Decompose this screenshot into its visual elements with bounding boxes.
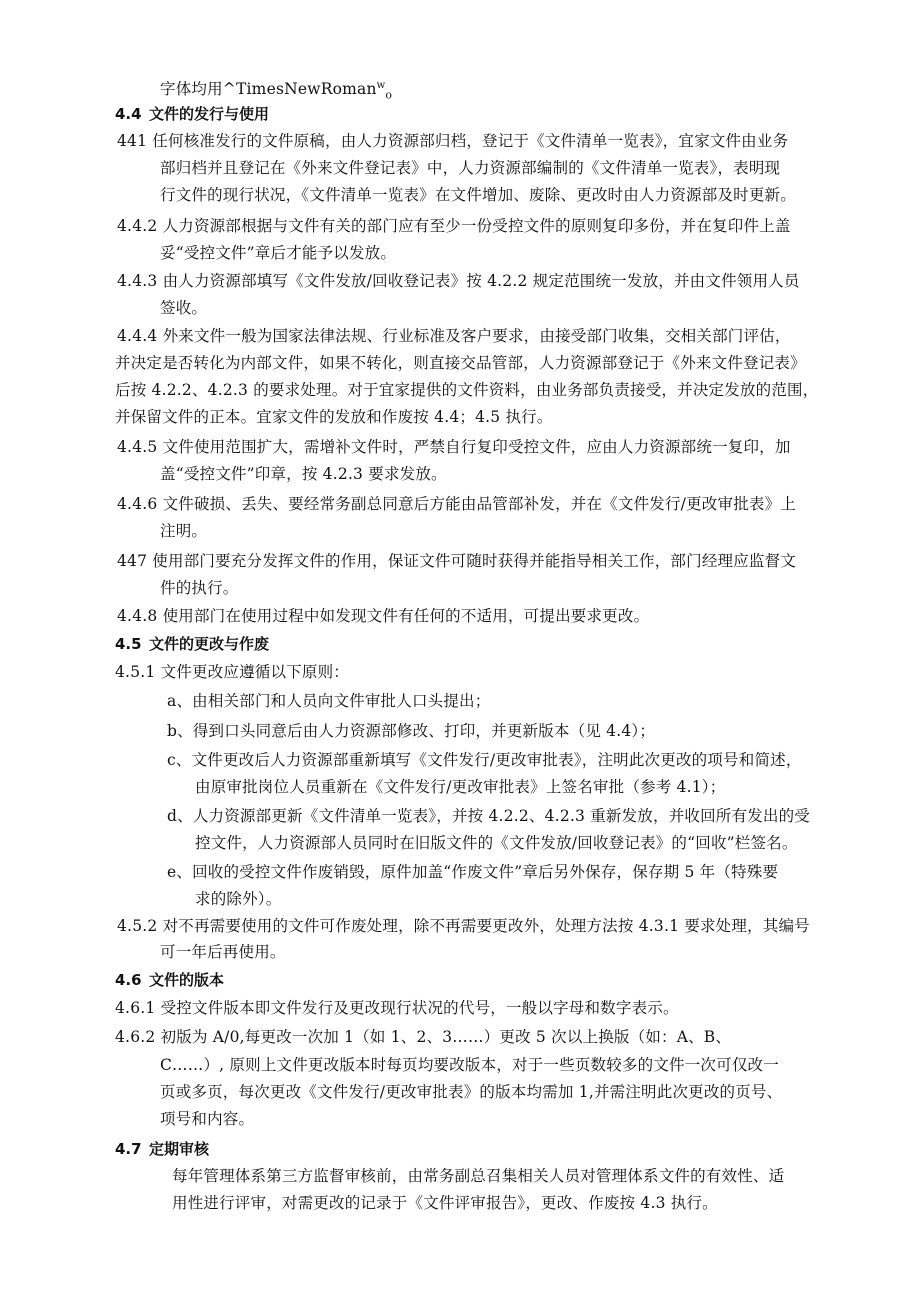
list-item: c、文件更改后人力资源部重新填写《文件发行/更改审批表》，注明此次更改的项号和简述， xyxy=(167,751,802,769)
paragraph-line: 并决定是否转化为内部文件，如果不转化，则直接交品管部，人力资源部登记于《外来文件登记表》 xyxy=(115,354,806,372)
section-heading-4-4 xyxy=(115,104,269,124)
paragraph-line: 4.5.2 对不再需要使用的文件可作废处理，除不再需要更改外，处理方法按 4.3.1 要求处理，其编号 xyxy=(117,917,810,935)
list-item: e、回收的受控文件作废销毁，原件加盖“作废文件”章后另外保存，保存期 5 年（特殊要 xyxy=(167,863,779,881)
list-item-continuation: 求的除外）。 xyxy=(195,890,282,908)
heading-number: 4.6 xyxy=(115,971,142,989)
paragraph-line: 4.4.3 由人力资源部填写《文件发放/回收登记表》按 4.2.2 规定范围统一发放，并由文件领用人员 xyxy=(117,272,800,290)
section-heading-4-7 xyxy=(115,1139,209,1159)
paragraph-line: 项号和内容。 xyxy=(160,1110,255,1128)
paragraph-line: 441 任何核准发行的文件原稿，由人力资源部归档，登记于《文件清单一览表》，宜家文件由业务 xyxy=(117,132,789,150)
paragraph-line: 4.6.1 受控文件版本即文件发行及更改现行状况的代号，一般以字母和数字表示。 xyxy=(115,999,679,1017)
paragraph-line: 页或多页，每次更改《文件发行/更改审批表》的版本均需加 1,并需注明此次更改的页号、 xyxy=(160,1083,783,1101)
heading-title: 文件的发行与使用 xyxy=(149,105,270,123)
paragraph-line: 妥“受控文件”章后才能予以发放。 xyxy=(160,244,397,262)
paragraph-line: 注明。 xyxy=(160,522,208,540)
paragraph-line: C……）, 原则上文件更改版本时每页均要改版本，对于一些页数较多的文件一次可仅改一 xyxy=(160,1056,779,1074)
paragraph-line: 盖“受控文件”印章，按 4.2.3 要求发放。 xyxy=(160,465,447,483)
paragraph-line: 4.4.6 文件破损、丢失、要经常务副总同意后方能由品管部补发，并在《文件发行/更改审批表》上 xyxy=(117,495,796,513)
paragraph-line: 每年管理体系第三方监督审核前，由常务副总召集相关人员对管理体系文件的有效性、适 xyxy=(172,1167,785,1185)
paragraph-line: 用性进行评审，对需更改的记录于《文件评审报告》，更改、作废按 4.3 执行。 xyxy=(172,1194,718,1212)
list-item-continuation: 控文件，人力资源部人员同时在旧版文件的《文件发放/回收登记表》的“回收”栏签名。 xyxy=(195,834,798,852)
heading-number: 4.7 xyxy=(115,1140,142,1158)
paragraph-line: 签收。 xyxy=(160,299,208,317)
paragraph-line: 后按 4.2.2、4.2.3 的要求处理。对于宜家提供的文件资料，由业务部负责接受，并决定发放的范围， xyxy=(115,381,819,399)
heading-title: 文件的版本 xyxy=(149,971,225,989)
paragraph-line: 可一年后再使用。 xyxy=(160,943,286,961)
heading-title: 定期审核 xyxy=(149,1140,210,1158)
paragraph-line: 件的执行。 xyxy=(160,579,239,597)
intro-line xyxy=(160,76,392,105)
list-item: a、由相关部门和人员向文件审批人口头提出； xyxy=(167,692,491,710)
paragraph-line: 4.6.2 初版为 A/0,每更改一次加 1（如 1、2、3……）更改 5 次以上换版（如：A、B、 xyxy=(115,1028,732,1046)
paragraph-line: 部归档并且登记在《外来文件登记表》中，人力资源部编制的《文件清单一览表》，表明现 xyxy=(160,159,781,177)
list-item: d、人力资源部更新《文件清单一览表》，并按 4.2.2、4.2.3 重新发放，并收回所有发出的受 xyxy=(167,807,811,825)
paragraph-line: 4.4.8 使用部门在使用过程中如发现文件有任何的不适用，可提出要求更改。 xyxy=(117,607,650,625)
list-item: b、得到口头同意后由人力资源部修改、打印，并更新版本（见 4.4）； xyxy=(167,722,656,740)
intro-text: 字体均用^TimesNewRoman xyxy=(160,80,377,99)
paragraph-line: 4.4.4 外来文件一般为国家法律法规、行业标准及客户要求，由接受部门收集，交相关部门评估， xyxy=(117,327,791,345)
heading-title: 文件的更改与作废 xyxy=(149,635,270,653)
heading-number: 4.4 xyxy=(115,105,142,123)
paragraph-line: 并保留文件的正本。宜家文件的发放和作废按 4.4；4.5 执行。 xyxy=(115,408,553,426)
paragraph-line: 4.4.2 人力资源部根据与文件有关的部门应有至少一份受控文件的原则复印多份，并在复印件上盖 xyxy=(117,217,791,235)
paragraph-line: 447 使用部门要充分发挥文件的作用，保证文件可随时获得并能指导相关工作，部门经理应监督文 xyxy=(117,552,797,570)
intro-sub: o xyxy=(385,88,393,102)
paragraph-line: 行文件的现行状况，《文件清单一览表》在文件增加、废除、更改时由人力资源部及时更新。 xyxy=(160,186,796,204)
heading-number: 4.5 xyxy=(115,635,142,653)
list-item-continuation: 由原审批岗位人员重新在《文件发行/更改审批表》上签名审批（参考 4.1）； xyxy=(195,778,726,796)
intro-suffix: w xyxy=(376,80,386,91)
section-heading-4-6 xyxy=(115,970,224,990)
paragraph-line: 4.5.1 文件更改应遵循以下原则： xyxy=(115,663,349,681)
paragraph-line: 4.4.5 文件使用范围扩大，需增补文件时，严禁自行复印受控文件，应由人力资源部统一复印，加 xyxy=(117,438,791,456)
section-heading-4-5 xyxy=(115,634,269,654)
